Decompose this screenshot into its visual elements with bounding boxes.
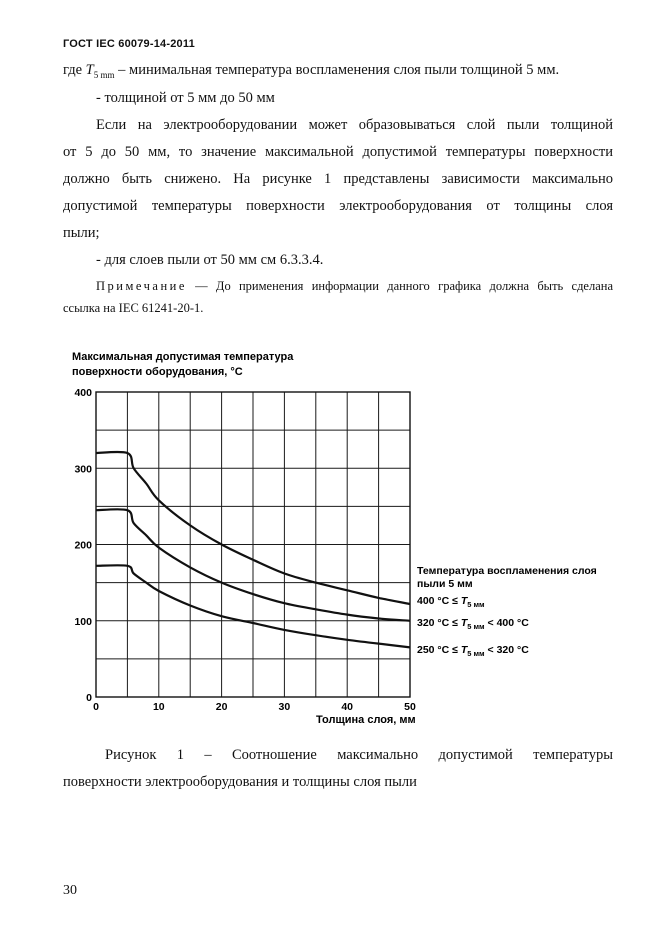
y-tick-label: 300	[74, 463, 92, 476]
x-tick-label: 40	[341, 701, 354, 713]
where-rest: – минимальная температура воспламенения слоя пыли толщиной 5 мм.	[114, 62, 560, 78]
symbol-subscript: 5 mm	[93, 69, 115, 80]
x-tick-label: 20	[215, 701, 228, 713]
temperature-thickness-chart	[60, 345, 597, 730]
note-line-2: ссылка на IEC 61241-20-1.	[63, 301, 204, 315]
paragraph-line-2: от 5 до 50 мм, то значение максимальной допустимой температуры поверхности	[63, 144, 613, 160]
x-tick-label: 10	[152, 701, 165, 713]
y-tick-label: 200	[74, 539, 92, 552]
legend-title-line-1: Температура воспламенения слоя	[417, 565, 597, 577]
page-number: 30	[63, 883, 77, 898]
where-prefix: где	[63, 62, 86, 78]
paragraph-line-1: Если на электрооборудовании может образовываться слой пыли толщиной	[96, 117, 613, 133]
text-line-where	[63, 62, 559, 80]
series-label: 400 $^\circ С \le T_{5 мм}$	[417, 595, 485, 609]
x-tick-label: 50	[404, 701, 416, 713]
paragraph-line-5: пыли;	[63, 225, 100, 241]
figure-caption-line-2: поверхности электрооборудования и толщины слоя пыли	[63, 774, 417, 790]
chart-series-labels	[417, 595, 529, 658]
chart-tick-labels	[74, 387, 416, 713]
y-tick-label: 400	[74, 387, 92, 399]
x-tick-label: 30	[278, 701, 291, 713]
y-tick-label: 100	[74, 615, 92, 628]
y-tick-label: 0	[86, 692, 92, 704]
symbol-T: T	[85, 62, 94, 78]
figure-caption-line-1: Рисунок 1 – Соотношение максимально допустимой температуры	[105, 747, 613, 763]
note-label: Примечание	[96, 279, 187, 293]
x-axis-label: Толщина слоя, мм	[316, 714, 416, 726]
series-label: 320 $^\circ С \le T_{5 мм} < 400$ °С	[417, 617, 529, 631]
chart-grid	[96, 392, 410, 697]
x-tick-label: 0	[93, 701, 99, 713]
document-header: ГОСТ IEC 60079-14-2011	[63, 38, 195, 50]
y-axis-label-line-2: поверхности оборудования, °С	[72, 366, 243, 378]
note-line-1	[63, 279, 613, 294]
text-line-thickness: - толщиной от 5 мм до 50 мм	[96, 90, 275, 106]
series-label: 250 $^\circ С \le T_{5 мм} < 320$ °С	[417, 644, 529, 658]
y-axis-label-line-1: Максимальная допустимая температура	[72, 351, 294, 363]
note-text: — До применения информации данного графика должна быть сделана	[186, 279, 613, 293]
legend-title-line-2: пыли 5 мм	[417, 578, 473, 590]
paragraph-line-4: допустимой температуры поверхности электрооборудования от толщины слоя	[63, 198, 613, 214]
paragraph-line-3: должно быть снижено. На рисунке 1 представлены зависимости максимально	[63, 171, 613, 187]
text-line-over-50: - для слоев пыли от 50 мм см 6.3.3.4.	[96, 252, 324, 268]
